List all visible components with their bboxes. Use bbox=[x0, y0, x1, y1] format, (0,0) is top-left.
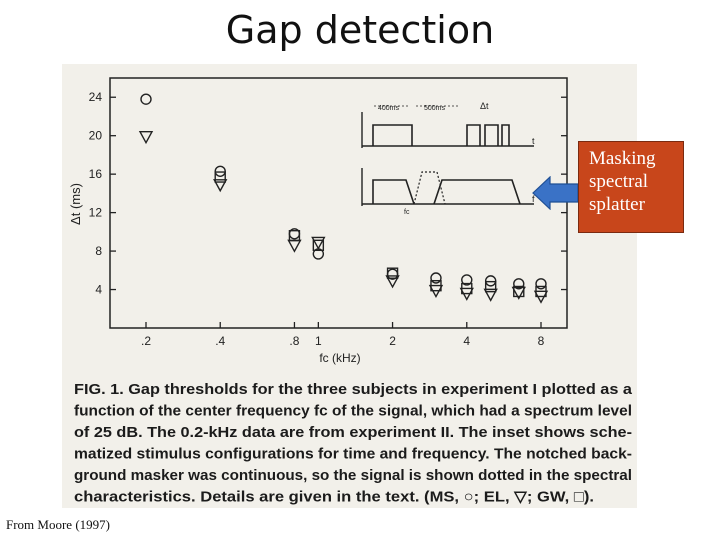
stimulus-inset bbox=[362, 101, 535, 216]
data-point-ms bbox=[431, 273, 441, 283]
x-tick-label: .2 bbox=[140, 334, 152, 348]
callout-arrow-icon bbox=[530, 176, 580, 210]
masking-callout bbox=[578, 141, 684, 233]
caption-line: ground masker was continuous, so the signal is shown dotted in the spectral bbox=[74, 467, 632, 484]
gap-threshold-figure bbox=[62, 64, 637, 508]
y-tick-label: 12 bbox=[88, 205, 102, 220]
inset-label-400ms: 400ms bbox=[378, 105, 400, 112]
inset-label-f: f bbox=[532, 194, 535, 204]
y-tick-label: 4 bbox=[95, 282, 102, 297]
y-tick-label: 20 bbox=[88, 128, 102, 143]
inset-label-fc: fc bbox=[404, 209, 410, 216]
caption-line: FIG. 1. Gap thresholds for the three subjects in experiment I plotted as a bbox=[74, 381, 633, 398]
data-point-ms bbox=[215, 166, 225, 176]
plot-area bbox=[68, 78, 567, 365]
data-point-ms bbox=[141, 94, 151, 104]
inset-label-dt: Δt bbox=[480, 101, 489, 111]
x-tick-label: 4 bbox=[463, 334, 471, 348]
caption-line: of 25 dB. The 0.2-kHz data are from experiment II. The inset shows sche- bbox=[74, 424, 632, 441]
y-tick-label: 8 bbox=[95, 244, 102, 259]
figure-caption bbox=[74, 381, 633, 506]
callout-line-2: spectral bbox=[589, 171, 649, 192]
data-point-gw bbox=[215, 172, 225, 182]
data-point-ms bbox=[536, 279, 546, 289]
caption-line: matized stimulus configurations for time and frequency. The notched back- bbox=[74, 445, 632, 463]
figure-scan bbox=[62, 64, 637, 508]
data-point-ms bbox=[486, 276, 496, 286]
x-axis-label: fc (kHz) bbox=[319, 351, 361, 365]
callout-line-1: Masking bbox=[589, 148, 656, 169]
x-tick-label: 8 bbox=[537, 334, 545, 348]
x-tick-label: .8 bbox=[289, 334, 300, 348]
caption-line: characteristics. Details are given in the text. (MS, ○; EL, ▽; GW, □). bbox=[74, 488, 594, 506]
callout-line-3: splatter bbox=[589, 194, 645, 215]
data-point-el bbox=[288, 240, 300, 251]
inset-label-t: t bbox=[532, 136, 535, 146]
x-tick-label: .4 bbox=[215, 334, 226, 348]
y-tick-label: 16 bbox=[88, 167, 102, 182]
data-point-gw bbox=[486, 282, 496, 292]
plot-frame bbox=[110, 78, 567, 328]
x-tick-label: 2 bbox=[389, 334, 396, 348]
y-axis-label: Δt (ms) bbox=[68, 183, 83, 225]
data-point-el bbox=[140, 132, 152, 143]
caption-line: function of the center frequency fc of the signal, which had a spectrum level bbox=[74, 402, 632, 420]
x-tick-label: 1 bbox=[314, 334, 322, 348]
inset-label-500ms: 500ms bbox=[424, 105, 446, 112]
data-point-el bbox=[312, 237, 324, 248]
y-tick-label: 24 bbox=[88, 90, 102, 105]
source-credit: From Moore (1997) bbox=[6, 517, 110, 532]
slide-title: Gap detection bbox=[225, 8, 495, 52]
